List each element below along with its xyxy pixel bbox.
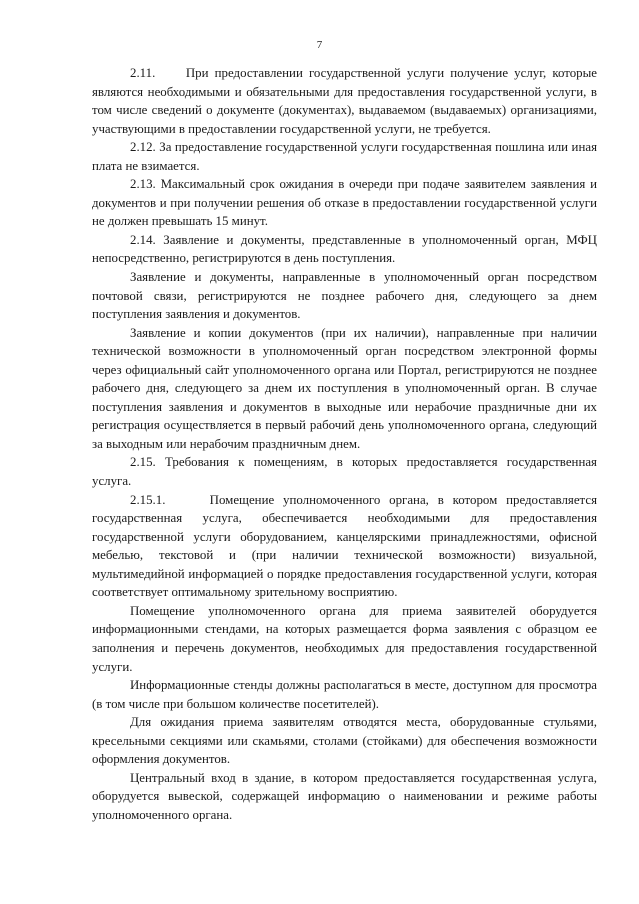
paragraph-2-15: 2.15. Требования к помещениям, в которых предоставляется государственная услуга. [92, 455, 597, 489]
page-number: 7 [316, 39, 323, 51]
document-body [92, 64, 597, 824]
paragraph-waiting-areas: Для ожидания приема заявителям отводятся места, оборудованные стульями, кресельными секциями или скамьями, столами (стойками) для обеспечения возможности оформления документов. [92, 715, 597, 767]
paragraph-2-15-1: 2.15.1. Помещение уполномоченного органа, в котором предоставляется государственная услуга, обеспечивается необходимыми для предоставления государственной услуги оборудованием, канцелярскими принадлежностями, офисной мебелью, текстовой и (при наличии технической возможности) визуальной, мультимедийной информацией о порядке предоставления государственной услуги, которая соответствует оптимальному зрительному восприятию. [92, 492, 597, 600]
paragraph-stands-location: Информационные стенды должны располагаться в месте, доступном для просмотра (в том числе при большом количестве посетителей). [92, 678, 597, 711]
paragraph-info-stands: Помещение уполномоченного органа для приема заявителей оборудуется информационными стендами, на которых размещается форма заявления с образцом ее заполнения и перечень документов, необходимых для предоставления государственной услуги. [92, 603, 597, 674]
paragraph-electronic-registration: Заявление и копии документов (при их наличии), направленные при наличии технической возможности в уполномоченный орган посредством электронной формы через официальный сайт уполномоченного органа или Портал, регистрируются не позднее рабочего дня, следующего за днем их поступления в уполномоченный орган. В случае поступления заявления и документов в выходные или нерабочие праздничные дни их регистрация осуществляется в первый рабочий день уполномоченного органа, следующий за выходным или нерабочим праздничным днем. [92, 325, 597, 451]
paragraph-postal-registration: Заявление и документы, направленные в уполномоченный орган посредством почтовой связи, регистрируются не позднее рабочего дня, следующего за днем поступления заявления и документов. [92, 270, 597, 322]
paragraph-2-13: 2.13. Максимальный срок ожидания в очереди при подаче заявителем заявления и документов и при получении решения об отказе в предоставлении государственной услуги не должен превышать 15 минут. [92, 177, 597, 229]
paragraph-2-11: 2.11. При предоставлении государственной услуги получение услуг, которые являются необходимыми и обязательными для предоставления государственной услуги, в том числе сведений о документе (документах), выдаваемом (выдаваемых) организациями, участвующими в предоставлении государственной услуги, не требуется. [92, 66, 597, 136]
paragraph-2-14: 2.14. Заявление и документы, представленные в уполномоченный орган, МФЦ непосредственно, регистрируются в день поступления. [92, 232, 597, 266]
paragraph-2-12: 2.12. За предоставление государственной услуги государственная пошлина или иная плата не взимается. [92, 140, 597, 173]
paragraph-central-entrance: Центральный вход в здание, в котором предоставляется государственная услуга, оборудуется вывеской, содержащей информацию о наименовании и режиме работы уполномоченного органа. [92, 770, 597, 822]
